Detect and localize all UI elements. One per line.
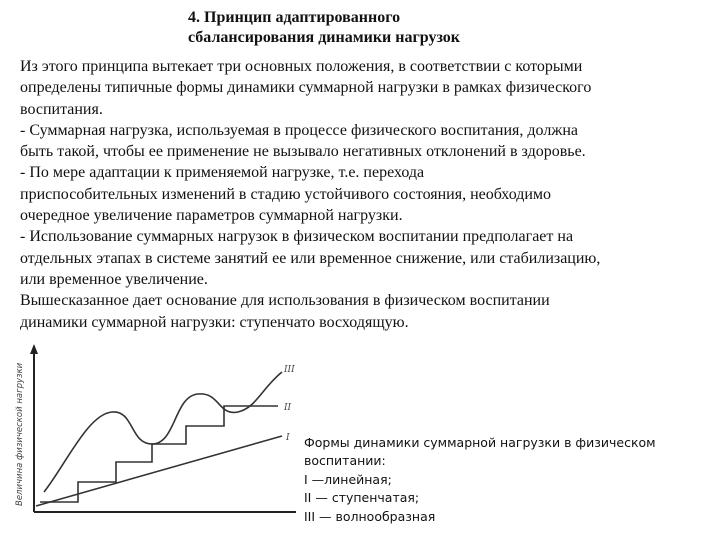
body-line: быть такой, чтобы ее применение не вызывало негативных отклонений в здоровье. — [20, 143, 586, 161]
body-line: воспитания. — [20, 100, 103, 118]
curve-label-I: I — [286, 433, 290, 443]
caption-line: воспитании: — [304, 453, 386, 469]
curve-linear — [36, 436, 282, 506]
title-line-2: сбалансирования динамики нагрузок — [188, 29, 460, 46]
body-line: отдельных этапах в системе занятий ее или временное снижение, или стабилизацию, — [20, 249, 601, 267]
load-dynamics-figure — [6, 344, 302, 540]
curve-label-II: II — [284, 403, 292, 413]
caption-line: Формы динамики суммарной нагрузки в физическом — [304, 435, 656, 450]
caption-line: I —линейная; — [304, 471, 392, 487]
curve-label-III: III — [284, 365, 295, 375]
curve-wave — [44, 372, 282, 492]
body-line: приспособительных изменений в стадию устойчивого состояния, необходимо — [20, 185, 552, 203]
body-line: Вышесказанное дает основание для использования в физическом воспитании — [20, 292, 550, 310]
body-line: динамики суммарной нагрузки: ступенчато восходящую. — [20, 313, 409, 331]
body-line: очередное увеличение параметров суммарной нагрузки. — [20, 207, 403, 225]
body-line: Из этого принципа вытекает три основных положения, в соответствии с которыми — [20, 58, 583, 75]
caption-line: III — волнообразная — [304, 508, 436, 524]
figure-caption — [304, 434, 714, 526]
section-title — [188, 8, 548, 48]
body-line: - Использование суммарных нагрузок в физическом воспитании предполагает на — [20, 228, 574, 246]
body-line: - По мере адаптации к применяемой нагрузке, т.е. перехода — [20, 164, 425, 182]
title-line-1: 4. Принцип адаптированного — [188, 9, 401, 26]
y-axis-label: Величина физической нагрузки — [15, 362, 25, 506]
body-line: - Суммарная нагрузка, используемая в процессе физического воспитания, должна — [20, 121, 579, 139]
curve-stepped — [40, 406, 278, 502]
body-line: или временное увеличение. — [20, 270, 208, 288]
body-line: определены типичные формы динамики суммарной нагрузки в рамках физического — [20, 79, 592, 97]
load-dynamics-diagram — [6, 344, 302, 540]
y-axis-arrow — [30, 344, 38, 354]
body-paragraphs — [20, 56, 710, 333]
caption-line: II — ступенчатая; — [304, 490, 420, 506]
